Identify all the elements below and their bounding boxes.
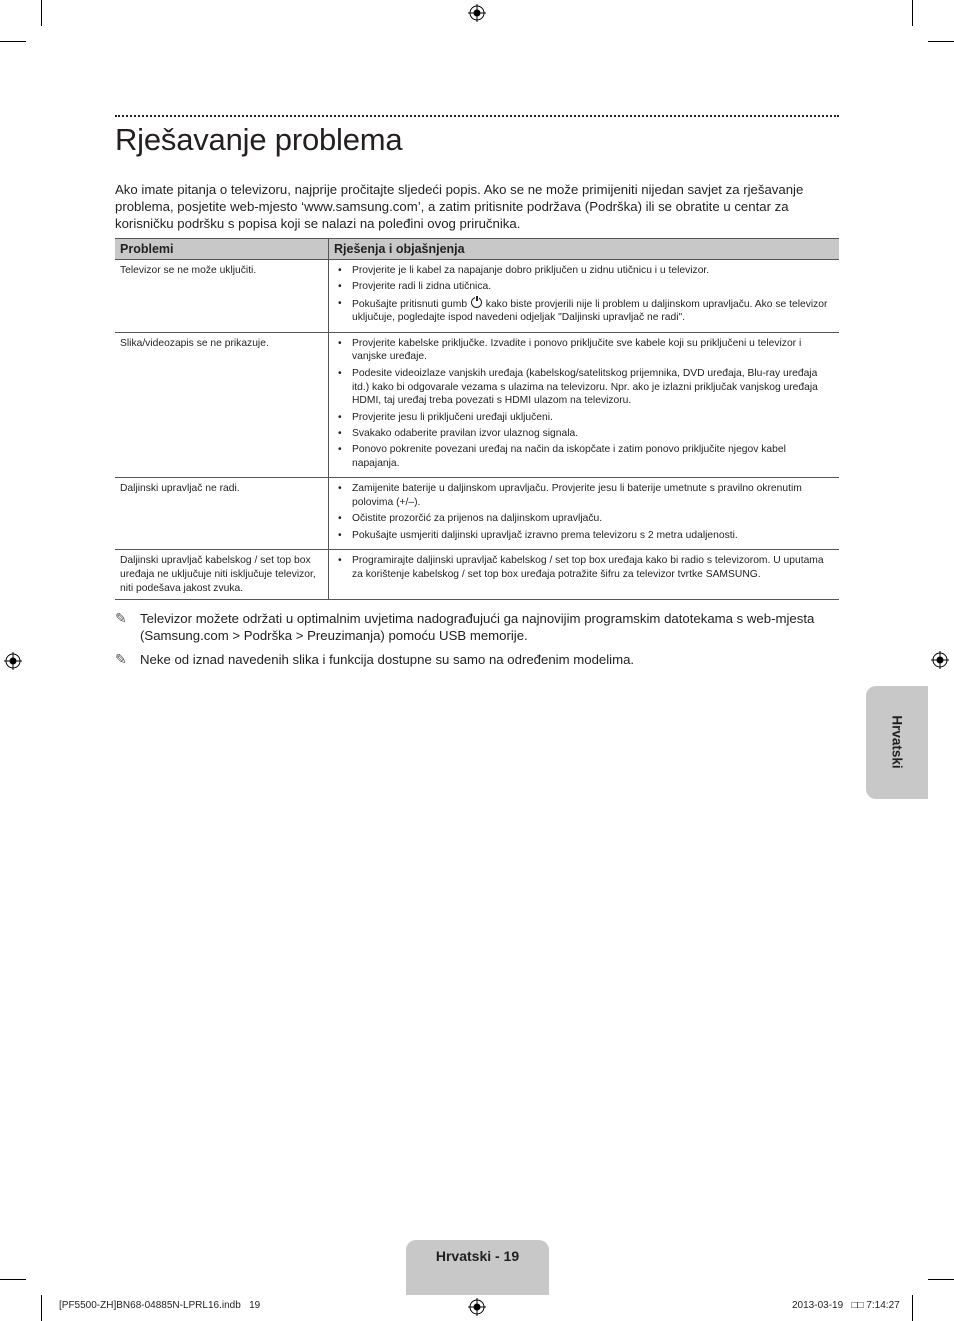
solution-item: • Provjerite kabelske priključke. Izvadite i ponovo priključite sve kabele koji su priključeni u televizor i vanjske uređaje. bbox=[335, 337, 833, 365]
note-text: Neke od iznad navedenih slika i funkcija dostupne su samo na određenim modelima. bbox=[140, 652, 635, 667]
crop-mark bbox=[41, 0, 42, 26]
crop-mark bbox=[912, 0, 913, 26]
solution-item: • Provjerite je li kabel za napajanje dobro priključen u zidnu utičnicu i u televizor. bbox=[335, 264, 833, 278]
crop-mark bbox=[912, 1295, 913, 1321]
solution-cell bbox=[329, 478, 840, 550]
solution-cell bbox=[329, 332, 840, 478]
page-number-tab bbox=[406, 1240, 549, 1295]
solution-item: • Provjerite radi li zidna utičnica. bbox=[335, 280, 833, 294]
registration-mark-icon bbox=[468, 4, 486, 22]
solution-item: • Provjerite jesu li priključeni uređaji uključeni. bbox=[335, 411, 833, 425]
solution-item bbox=[335, 297, 833, 326]
problem-cell: Daljinski upravljač kabelskog / set top box uređaja ne uključuje niti isključuje televizor, niti podešava jakost zvuka. bbox=[115, 550, 329, 600]
solution-item: • Svakako odaberite pravilan izvor ulaznog signala. bbox=[335, 427, 833, 441]
registration-mark-icon bbox=[4, 652, 22, 670]
pencil-note-icon: ✎ bbox=[115, 610, 127, 626]
solution-text: Pokušajte pritisnuti gumb bbox=[352, 298, 468, 310]
column-header-problems: Problemi bbox=[115, 239, 329, 260]
print-slug-date: 2013-03-19 □□ 7:14:27 bbox=[792, 1300, 900, 1311]
solution-cell bbox=[329, 260, 840, 333]
column-header-solutions: Rješenja i objašnjenja bbox=[329, 239, 840, 260]
page-number: Hrvatski - 19 bbox=[435, 1248, 520, 1264]
problem-cell: Televizor se ne može uključiti. bbox=[115, 260, 329, 333]
problem-cell: Daljinski upravljač ne radi. bbox=[115, 478, 329, 550]
solution-item: • Ponovo pokrenite povezani uređaj na način da iskopčate i zatim ponovo priključite njegov kabel napajanja. bbox=[335, 443, 833, 471]
solution-item: • Pokušajte usmjeriti daljinski upravljač izravno prema televizoru s 2 metra udaljenosti. bbox=[335, 529, 833, 543]
table-row bbox=[115, 332, 839, 478]
solution-item: • Podesite videoizlaze vanjskih uređaja (kabelskog/satelitskog prijemnika, DVD uređaja, Blu-ray uređaja itd.) kako bi odgovarale vezama s ulazima na televizoru. Npr. ako je izlazni priključak vanjskog uređaja HDMI, taj uređaj treba povezati s HDMI ulazom na televizoru. bbox=[335, 367, 833, 408]
pencil-note-icon: ✎ bbox=[115, 651, 127, 667]
registration-mark-icon bbox=[931, 651, 949, 669]
solution-item: • Programirajte daljinski upravljač kabelskog / set top box uređaja kako bi radio s televizorom. U uputama za korištenje kabelskog / set top box uređaja potražite šifru za televizor tvrtke SAMSUNG. bbox=[335, 554, 833, 582]
note-text: Televizor možete održati u optimalnim uvjetima nadograđujući ga najnovijim programskim datotekama s web-mjesta (Samsung.com > Podrška > Preuzimanja) pomoću USB memorije. bbox=[140, 611, 815, 643]
print-slug-file: [PF5500-ZH]BN68-04885N-LPRL16.indb 19 bbox=[59, 1300, 261, 1311]
language-side-tab bbox=[866, 686, 928, 799]
crop-mark bbox=[928, 41, 954, 42]
power-icon bbox=[471, 297, 482, 308]
note bbox=[115, 651, 830, 668]
table-row bbox=[115, 260, 839, 333]
language-side-tab-label: Hrvatski bbox=[889, 715, 905, 769]
crop-mark bbox=[928, 1279, 954, 1280]
table-header-row bbox=[115, 239, 839, 260]
solution-item: • Očistite prozorčić za prijenos na daljinskom upravljaču. bbox=[335, 512, 833, 526]
title-rule bbox=[115, 115, 839, 117]
table-row bbox=[115, 550, 839, 600]
solution-list bbox=[335, 337, 833, 471]
page-title: Rješavanje problema bbox=[115, 122, 403, 157]
note bbox=[115, 610, 830, 644]
intro-paragraph: Ako imate pitanja o televizoru, najprije pročitajte sljedeći popis. Ako se ne može primijeniti nijedan savjet za rješavanje problema, posjetite web-mjesto ‘www.samsung.com’, a zatim pritisnite podržava (Podrška) ili se obratite u centar za korisničku podršku s popisa koji se nalazi na poleđini ovog priručnika. bbox=[115, 182, 804, 231]
troubleshooting-table bbox=[115, 238, 839, 600]
solution-text: kako biste provjerili nije li problem u daljinskom upravljaču. Ako se televizor uključuje, pogledajte ispod navedeni odjeljak "Daljinski upravljač ne radi". bbox=[352, 298, 828, 324]
problem-cell: Slika/videozapis se ne prikazuje. bbox=[115, 332, 329, 478]
registration-mark-icon bbox=[468, 1298, 486, 1316]
crop-mark bbox=[0, 1279, 26, 1280]
solution-list bbox=[335, 554, 833, 582]
crop-mark bbox=[0, 41, 26, 42]
crop-mark bbox=[41, 1295, 42, 1321]
solution-list bbox=[335, 264, 833, 325]
table-row bbox=[115, 478, 839, 550]
solution-item: • Zamijenite baterije u daljinskom upravljaču. Provjerite jesu li baterije umetnute s pravilno okrenutim polovima (+/–). bbox=[335, 482, 833, 510]
solution-cell bbox=[329, 550, 840, 600]
solution-list bbox=[335, 482, 833, 542]
